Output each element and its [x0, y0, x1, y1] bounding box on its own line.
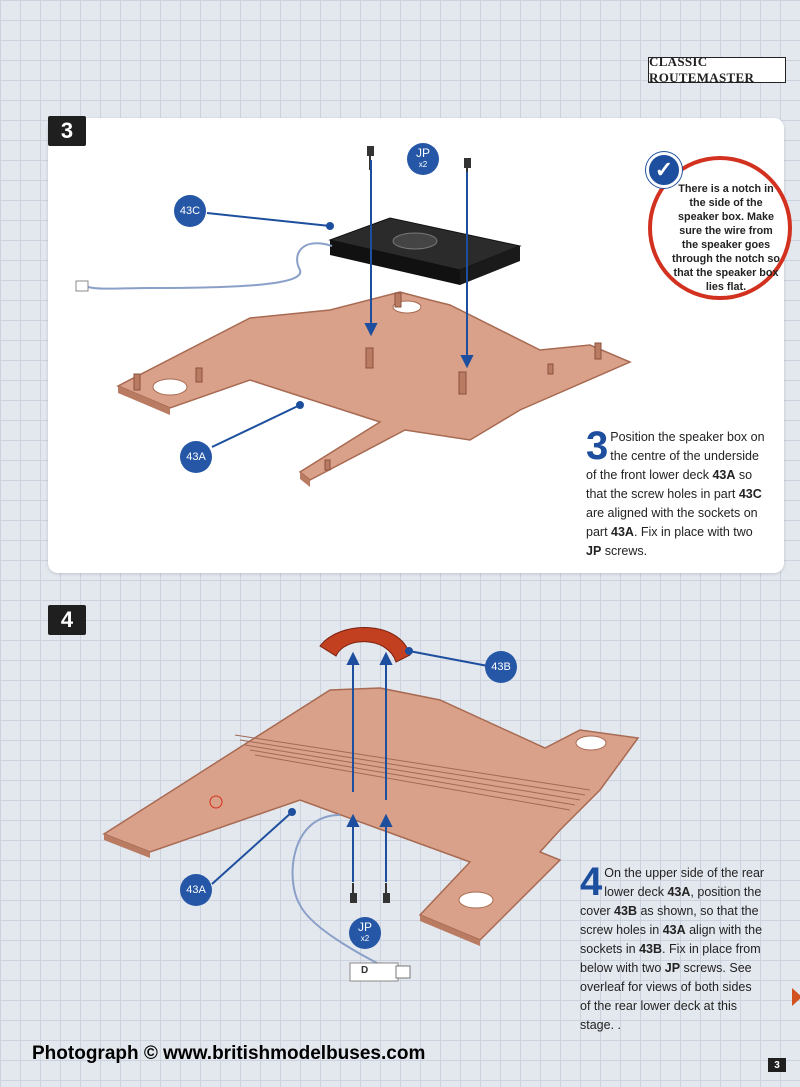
- jp-screws-step4: [350, 883, 390, 903]
- label-jp-badge-step3: [407, 143, 439, 175]
- jp-qty: x2: [360, 934, 370, 943]
- step-4-number: 4: [48, 605, 86, 635]
- page-number: 3: [768, 1058, 786, 1072]
- connector-plug: [396, 966, 410, 978]
- connector-letter: D: [361, 965, 369, 976]
- step-4-lead-number: 4: [580, 860, 603, 904]
- jp-qty: x2: [418, 160, 428, 169]
- speaker-wire: [88, 243, 332, 288]
- connector-tag: [350, 963, 398, 981]
- tip-text: There is a notch in the side of the speaker box. Make sure the wire from the speaker goes through the notch so that the speaker box lies flat.: [672, 183, 780, 293]
- jp-code: JP: [415, 146, 430, 160]
- checkmark-icon: ✓: [646, 152, 682, 188]
- cover-43b: [320, 628, 410, 662]
- next-page-arrow-icon: [792, 988, 800, 1006]
- step-3-lead-number: 3: [586, 424, 609, 468]
- jp-code: JP: [357, 920, 372, 934]
- label-43c-badge: 43C: [174, 195, 206, 227]
- label-43a-badge-step3: 43A: [180, 441, 212, 473]
- photo-credit: Photograph © www.britishmodelbuses.com: [32, 1043, 426, 1064]
- step-4-instruction: 4 On the upper side of the rear lower deck 43A, position the cover 43B as shown, so that the screw holes in 43A align with the sockets in 43B. Fix in place from below with two JP screws. See overleaf for views of both sides of the rear lower deck at this stage. .: [580, 860, 765, 1032]
- deck-43a-rear-plate: [104, 688, 638, 940]
- rear-wire: [293, 815, 395, 972]
- label-43a-badge-step4: 43A: [180, 874, 212, 906]
- step-3-number: 3: [48, 116, 86, 146]
- label-43b-badge: 43B: [485, 651, 517, 683]
- series-title-tag: CLASSIC ROUTEMASTER: [648, 57, 786, 83]
- label-jp-badge-step4: [349, 917, 381, 949]
- step-3-instruction: 3 Position the speaker box on the centre of the underside of the front lower deck 43A so that the screw holes in part 43C are aligned with the sockets on part 43A. Fix in place with two JP screws.: [586, 424, 765, 558]
